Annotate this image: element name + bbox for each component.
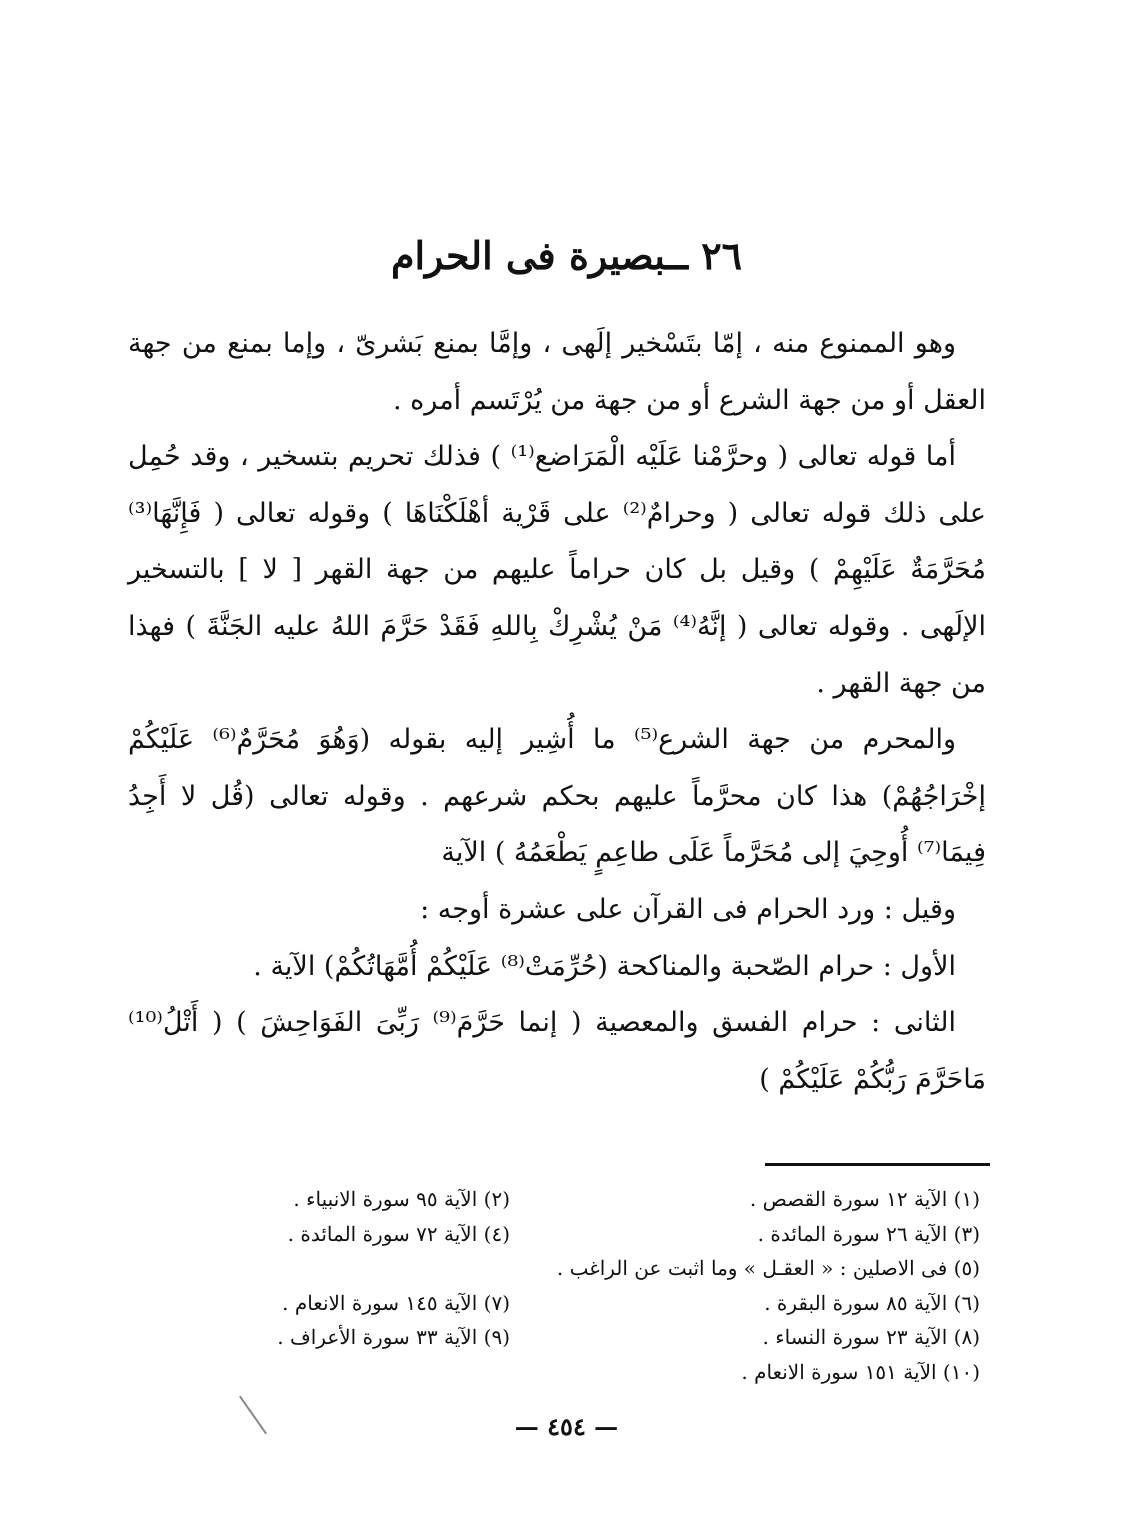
footnote-6: (٦) الآية ٨٥ سورة البقرة .: [764, 1290, 980, 1315]
paragraph-definition: وهو الممنوع منه ، إمّا بتَسْخير إلَهى ، وإمَّا بمنع بَشرىّ ، وإما بمنع من جهة العقل أو من جهة الشرع أو من جهة من يُرْتَسم أمره .: [128, 328, 986, 416]
footnote-8: (٨) الآية ٢٣ سورة النساء .: [762, 1325, 980, 1349]
page-number: — ٤٥٤ —: [514, 1412, 619, 1441]
footnote-9: (٩) الآية ٣٣ سورة الأعراف .: [277, 1325, 510, 1349]
footnote-row: [240, 1355, 980, 1390]
footnote-separator: [765, 1163, 990, 1166]
paragraph-second-aspect: الثانى : حرام الفسق والمعصية ( إنما حَرَّمَ⁽⁹⁾ رَبِّىَ الفَوَاحِشَ ) ( أَتْلُ⁽¹⁰⁾ مَاحَرَّمَ رَبُّكُمْ عَلَيْكُمْ ): [128, 1007, 986, 1095]
section-title: ٢٦ ــبصيرة فى الحرام: [390, 233, 743, 278]
footnote-1: (١) الآية ١٢ سورة القصص .: [749, 1187, 980, 1211]
footnote-row: [240, 1286, 980, 1321]
footnote-5: (٥) فى الاصلين : « العقـل » وما اثبت عن الراغب .: [556, 1256, 980, 1280]
footnote-4: (٤) الآية ٧٢ سورة المائدة .: [287, 1221, 510, 1246]
footnote-row: [240, 1217, 980, 1252]
footnote-3: (٣) الآية ٢٦ سورة المائدة .: [757, 1221, 980, 1246]
paragraph-taskhir: أما قوله تعالى ( وحرَّمْنا عَلَيْه الْمَرَاضع⁽¹⁾ ) فذلك تحريم بتسخير ، وقد حُمِل على ذلك قوله تعالى ( وحرامٌ⁽²⁾ على قَرْية أهْلَكْنَاهَا ) وقوله تعالى ( فَإِنَّهَا⁽³⁾ مُحَرَّمَةٌ عَلَيْهِمْ ) وقيل بل كان حراماً عليهم من جهة القهر [ لا ] بالتسخير الإلَهى . وقوله تعالى ( إنَّهُ⁽⁴⁾ مَنْ يُشْرِكْ بِاللهِ فَقَدْ حَرَّمَ اللهُ عليه الجَنَّةَ ) فهذا من جهة القهر .: [128, 441, 986, 699]
paragraph-ten-aspects: وقيل : ورد الحرام فى القرآن على عشرة أوجه :: [420, 893, 956, 925]
footnote-2: (٢) الآية ٩٥ سورة الانبياء .: [293, 1187, 510, 1211]
footnote-10: (١٠) الآية ١٥١ سورة الانعام .: [741, 1359, 980, 1384]
footnote-row: [240, 1182, 980, 1217]
body-text: [128, 316, 986, 1108]
footnote-7: (٧) الآية ١٤٥ سورة الانعام .: [282, 1290, 510, 1315]
paragraph-shar: والمحرم من جهة الشرع⁽⁵⁾ ما أُشِير إليه بقوله (وَهُوَ مُحَرَّمٌ⁽⁶⁾ عَلَيْكُمْ إخْرَاجُهُمْ) هذا كان محرَّماً عليهم بحكم شرعهم . وقوله تعالى (قُل لا أَجِدُ فِيمَا⁽⁷⁾ أُوحِيَ إلى مُحَرَّماً عَلَى طاعِمٍ يَطْعَمُهُ ) الآية: [128, 724, 986, 869]
paragraph-first-aspect: الأول : حرام الصّحبة والمناكحة (حُرِّمَتْ⁽⁸⁾ عَلَيْكُمْ أُمَّهَاتُكُمْ) الآية .: [253, 950, 956, 982]
footnote-row: [240, 1251, 980, 1286]
footnote-row: [240, 1320, 980, 1355]
footnotes: [240, 1182, 980, 1389]
